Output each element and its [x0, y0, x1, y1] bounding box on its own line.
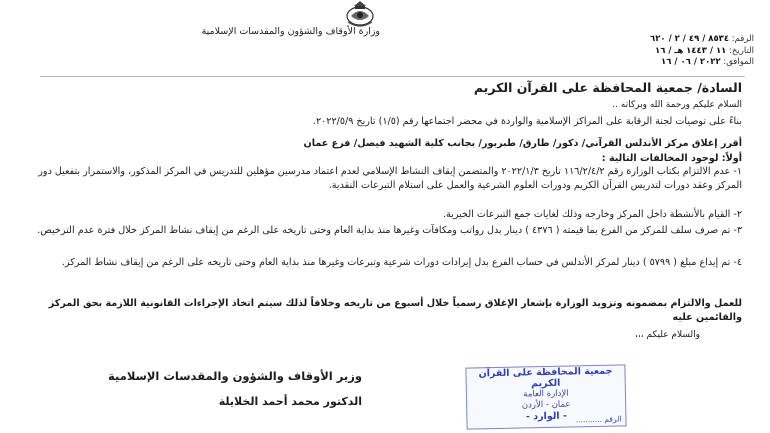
regards: والسلام عليكم ،،، — [634, 330, 700, 340]
violation-item-4: ٤- تم إيداع مبلغ ( ٥٧٩٩ ) دينار لمركز الأندلس في حساب الفرع بدل إيرادات دورات شرعية وتبرعات وغيرها منذ بداية العام وحتى تاريخه على الرغم من إيقاف نشاط المركز. — [61, 257, 742, 268]
ref-date-label: التاريخ: — [729, 45, 754, 56]
stamp-line-admin: الإدارة العامة — [523, 388, 569, 400]
signer-title: وزير الأوقاف والشؤون والمقدسات الإسلامية — [108, 369, 362, 383]
violation-item-1: ١- عدم الالتزام بكتاب الوزارة رقم ١١٦/٢/٤/٢ تاريخ ٢٠٢٢/١/٣ والمتضمن إيقاف النشاط الإسلامي لعدم اعتماد مدرسين مؤهلين للتدريس في المركز المذكور، والاستمرار بتفعيل دور المركز وعقد دورات لتدريس القرآن الكريم ودورات العلوم الشرعية والعمل على استلام التبرعات النقدية. — [38, 166, 742, 191]
signature-block — [32, 369, 362, 408]
header-divider — [40, 76, 745, 77]
stamp-line-ref: الرقم ........... — [575, 414, 622, 425]
stamp-line-org: جمعية المحافظة على القرآن الكريم — [478, 365, 613, 390]
ministry-name: وزارة الأوقاف والشؤون والمقدسات الإسلامية — [201, 26, 380, 37]
received-stamp — [465, 364, 626, 429]
ref-corresp-label: الموافق: — [723, 57, 754, 67]
intro-paragraph: بناءً على توصيات لجنة الرقابة على المراكز الإسلامية والواردة في محضر اجتماعها رقم (١/٥) تاريخ ٢٠٢٢/٥/٩. — [312, 116, 742, 127]
decision-paragraph: أقرر إغلاق مركز الأندلس القرآني/ ذكور/ طارق/ طبربور/ بجانب كلية الشهيد فيصل/ فرع عمان — [303, 138, 742, 149]
stamp-line-incoming: - الوارد - — [525, 410, 567, 423]
ref-date-value: ١١ / ١٤٤٣ هـ / ١٦ — [655, 45, 727, 56]
reference-block — [604, 34, 754, 69]
ref-corresp-value: ٢٠٢٢ / ٠٦ / ١٦ — [661, 57, 721, 67]
ref-number-value: ٨٥٣٤ / ٤٩ / ٢ / ٦٢٠ — [650, 34, 730, 44]
ref-number-label: الرقم: — [731, 34, 754, 44]
closing-paragraph: للعمل والالتزام بمضمونه وتزويد الوزارة بإشعار الإغلاق رسمياً خلال أسبوع من تاريخه وخلافاً لذلك سيتم اتخاذ الإجراءات القانونية اللازمة بحق المركز والقائمين عليه — [48, 298, 742, 323]
violations-heading: أولاً: لوجود المخالفات التالية : — [601, 153, 742, 164]
violation-item-3: ٣- تم صرف سلف للمركز من الفرع بما قيمته ( ٤٣٧٦ ) دينار بدل رواتب ومكافآت وغيرها منذ بداية العام وحتى تاريخه على الرغم من إيقاف نشاط المركز خلال فترة عدم الترخيص. — [37, 225, 742, 236]
greeting: السلام عليكم ورحمة الله وبركاته .. — [612, 100, 742, 110]
violation-item-2: ٢- القيام بالأنشطة داخل المركز وخارجه وذلك لغايات جمع التبرعات الخيرية. — [442, 209, 742, 220]
stamp-line-city: عمان - الأردن — [521, 399, 571, 411]
addressee: السادة/ جمعية المحافظة على القرآن الكريم — [473, 80, 742, 95]
signer-name: الدكتور محمد أحمد الخلايلة — [218, 395, 362, 408]
